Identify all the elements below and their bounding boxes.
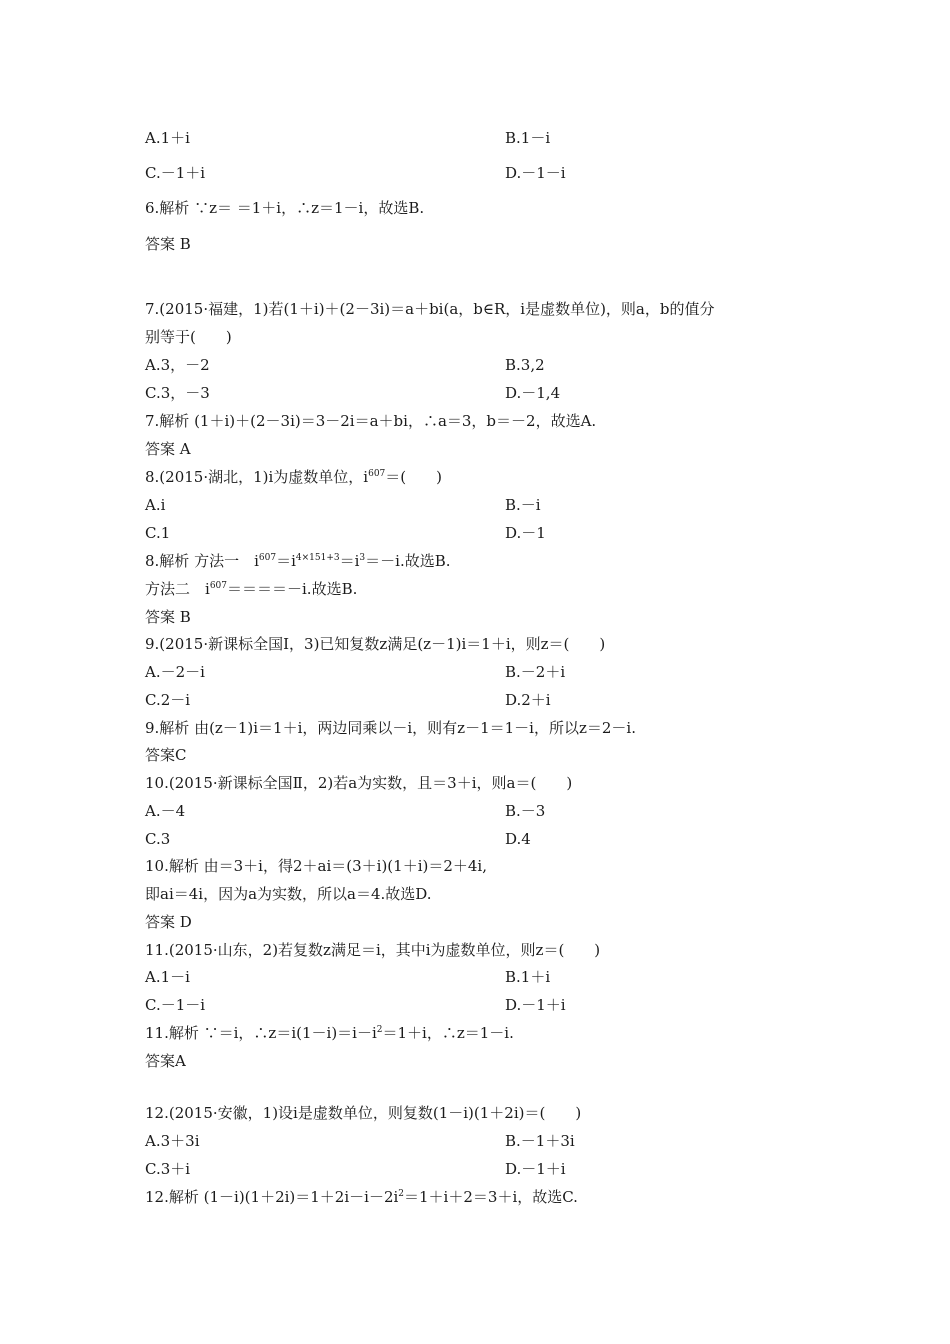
q12-solution	[145, 1187, 825, 1207]
q10-option-c: C.3	[145, 830, 171, 848]
q10-options-ab	[145, 801, 825, 821]
q7-option-c: C.3，－3	[145, 384, 210, 402]
q11-stem: 11.(2015·山东，2)若复数z满足＝i，其中i为虚数单位，则z＝( )	[145, 941, 601, 959]
q10-solution-line1: 10.解析 由＝3＋i，得2＋ai＝(3＋i)(1＋i)＝2＋4i,	[145, 857, 487, 875]
q10-option-b: B.－3	[505, 802, 546, 820]
q6-option-d: D.－1－i	[505, 164, 566, 182]
q8-option-a: A.i	[145, 496, 166, 514]
q9-option-c: C.2－i	[145, 691, 191, 709]
q8-sol1-exp2: 4×151+3	[295, 553, 340, 563]
q12-options-ab	[145, 1131, 825, 1151]
q8-sol2-text: 方法二 i	[145, 580, 210, 598]
q9-stem: 9.(2015·新课标全国Ⅰ，3)已知复数z满足(z－1)i＝1＋i，则z＝( )	[145, 635, 606, 653]
q8-stem	[145, 467, 825, 487]
q12-option-b: B.－1＋3i	[505, 1132, 575, 1150]
q8-option-c: C.1	[145, 524, 171, 542]
q6-option-c: C.－1＋i	[145, 164, 206, 182]
q8-stem-tail: ＝( )	[385, 468, 443, 486]
q7-option-a: A.3，－2	[145, 356, 210, 374]
q9-solution: 9.解析 由(z－1)i＝1＋i，两边同乘以－i，则有z－1＝1－i，所以z＝2－i.	[145, 719, 636, 737]
q8-options-cd	[145, 523, 825, 543]
q12-sol-exp: 2	[398, 1189, 405, 1199]
q11-options-ab	[145, 967, 825, 987]
q8-sol1-eq1: ＝i	[276, 552, 296, 570]
q12-options-cd	[145, 1159, 825, 1179]
q12-sol-text: 12.解析 (1－i)(1＋2i)＝1＋2i－i－2i	[145, 1188, 399, 1206]
q11-solution	[145, 1023, 825, 1043]
q8-solution-method1	[145, 551, 825, 571]
q8-sol1-tail: ＝－i.故选B.	[365, 552, 451, 570]
q10-answer: 答案 D	[145, 913, 192, 931]
q10-solution-line2: 即ai＝4i，因为a为实数，所以a＝4.故选D.	[145, 885, 432, 903]
q8-options-ab	[145, 495, 825, 515]
q7-stem-line1: 7.(2015·福建，1)若(1＋i)＋(2－3i)＝a＋bi(a，b∈R，i是虚数单位)，则a，b的值分	[145, 300, 715, 318]
q6-option-b: B.1－i	[505, 129, 551, 147]
q7-options-cd	[145, 383, 825, 403]
q11-sol-tail: ＝1＋i，∴z＝1－i.	[382, 1024, 514, 1042]
q8-sol2-exp: 607	[209, 581, 227, 591]
q8-stem-exponent: 607	[368, 469, 386, 479]
q8-option-d: D.－1	[505, 524, 546, 542]
q12-option-c: C.3＋i	[145, 1160, 191, 1178]
q10-option-a: A.－4	[145, 802, 186, 820]
q6-option-a: A.1＋i	[145, 129, 190, 147]
q10-options-cd	[145, 829, 825, 849]
q8-sol1-text: 8.解析 方法一 i	[145, 552, 259, 570]
q7-option-d: D.－1,4	[505, 384, 561, 402]
q8-stem-text: 8.(2015·湖北，1)i为虚数单位，i	[145, 468, 369, 486]
q11-option-a: A.1－i	[145, 968, 190, 986]
q7-stem-line2: 别等于( )	[145, 328, 232, 346]
q8-option-b: B.－i	[505, 496, 541, 514]
q12-option-a: A.3＋3i	[145, 1132, 200, 1150]
q10-option-d: D.4	[505, 830, 531, 848]
q8-solution-method2	[145, 579, 825, 599]
q11-sol-exp: 2	[376, 1025, 383, 1035]
q9-options-cd	[145, 690, 825, 710]
q11-options-cd	[145, 995, 825, 1015]
q11-option-d: D.－1＋i	[505, 996, 566, 1014]
q8-sol1-exp1: 607	[258, 553, 277, 563]
q9-option-b: B.－2＋i	[505, 663, 566, 681]
q7-options-ab	[145, 355, 825, 375]
q6-solution: 6.解析 ∵z＝ ＝1＋i，∴z＝1－i，故选B.	[145, 199, 425, 217]
q10-stem: 10.(2015·新课标全国Ⅱ，2)若a为实数，且＝3＋i，则a＝( )	[145, 774, 573, 792]
q7-answer: 答案 A	[145, 440, 191, 458]
q6-options-ab	[145, 128, 825, 148]
q9-answer: 答案C	[145, 746, 187, 764]
q12-option-d: D.－1＋i	[505, 1160, 566, 1178]
q8-sol1-exp3: 3	[359, 553, 366, 563]
q12-sol-tail: ＝1＋i＋2＝3＋i，故选C.	[404, 1188, 578, 1206]
q8-sol2-tail: ＝＝＝＝－i.故选B.	[227, 580, 358, 598]
q6-answer: 答案 B	[145, 235, 191, 253]
q8-sol1-eq2: ＝i	[339, 552, 360, 570]
q11-sol-text: 11.解析 ∵＝i，∴z＝i(1－i)＝i－i	[145, 1024, 377, 1042]
q9-option-d: D.2＋i	[505, 691, 551, 709]
q9-option-a: A.－2－i	[145, 663, 205, 681]
q9-options-ab	[145, 662, 825, 682]
q12-stem: 12.(2015·安徽，1)设i是虚数单位，则复数(1－i)(1＋2i)＝( )	[145, 1104, 582, 1122]
q6-options-cd	[145, 163, 825, 183]
q11-option-b: B.1＋i	[505, 968, 551, 986]
q7-solution: 7.解析 (1＋i)＋(2－3i)＝3－2i＝a＋bi，∴a＝3，b＝－2，故选A.	[145, 412, 597, 430]
q7-option-b: B.3,2	[505, 356, 545, 374]
q11-answer: 答案A	[145, 1052, 186, 1070]
q11-option-c: C.－1－i	[145, 996, 206, 1014]
q8-answer: 答案 B	[145, 608, 191, 626]
